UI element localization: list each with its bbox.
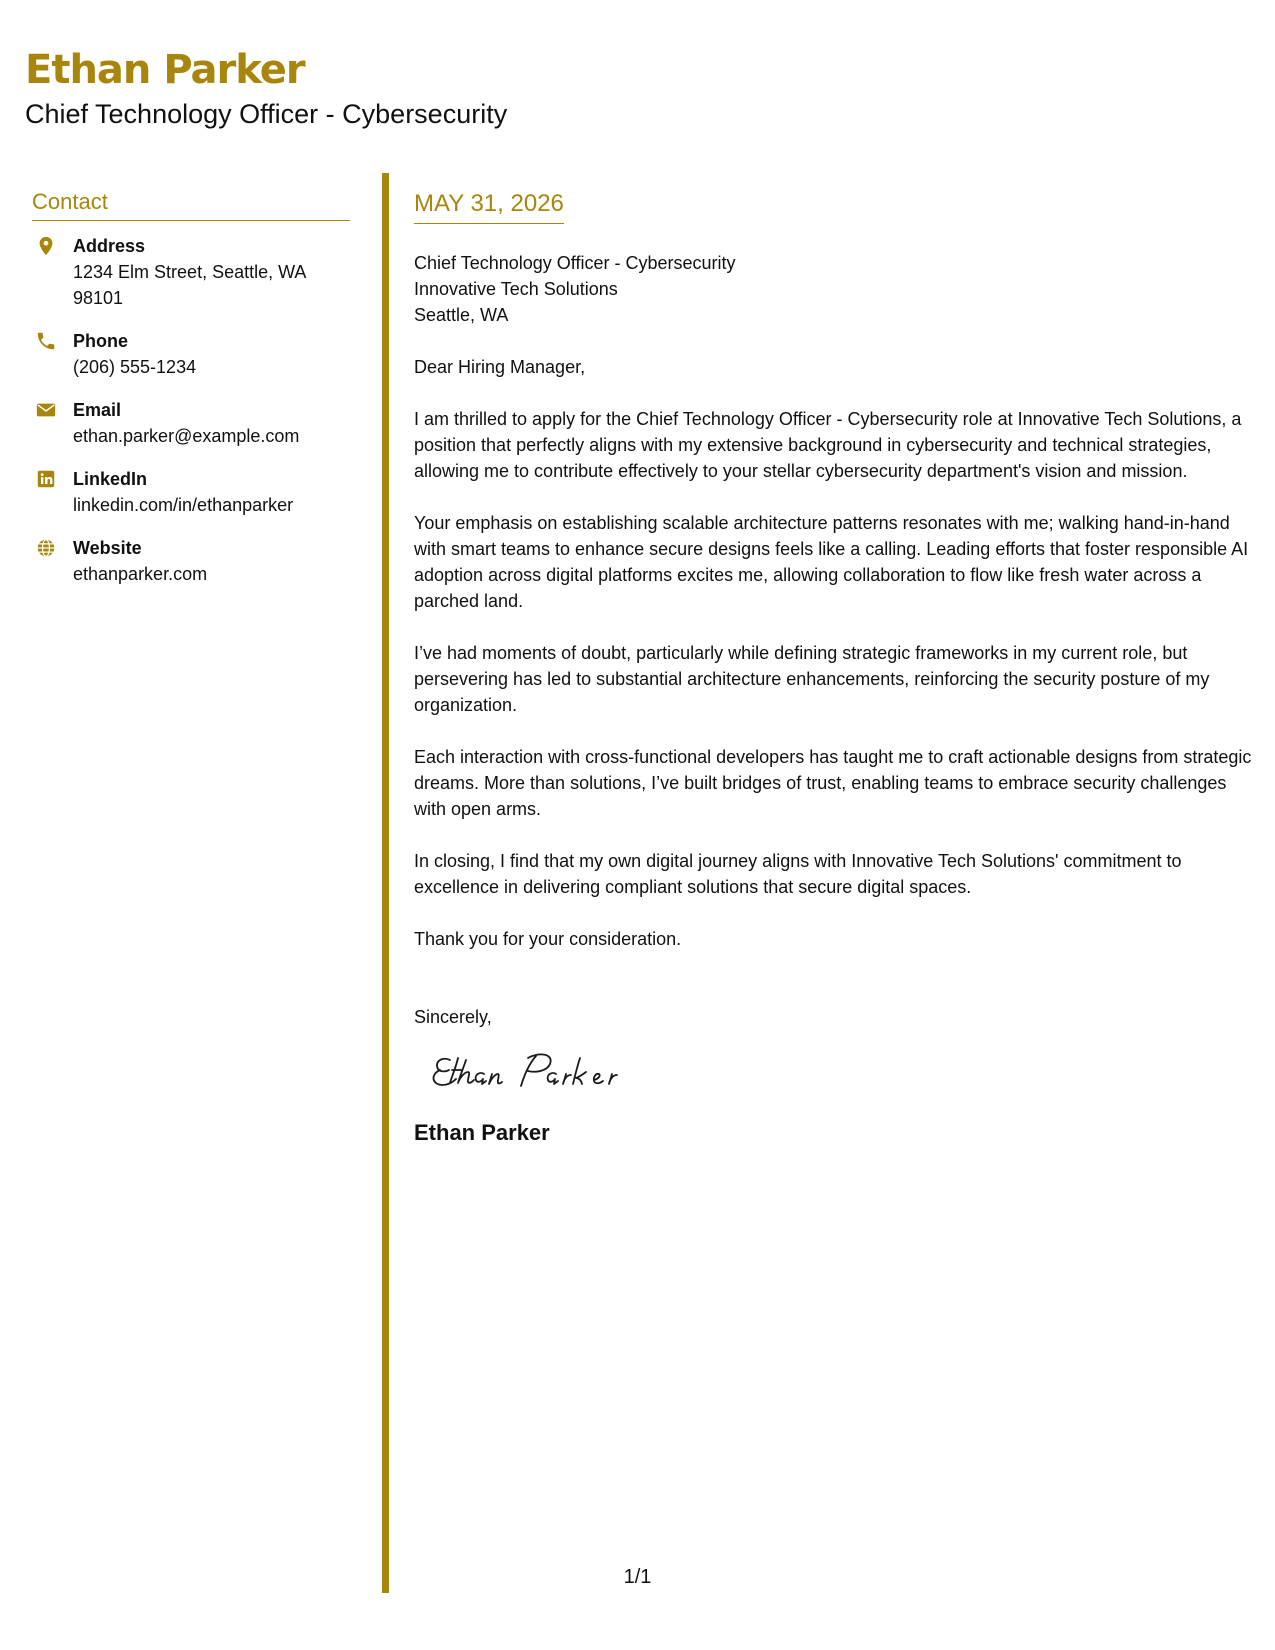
map-pin-icon — [35, 235, 57, 257]
website-value: ethanparker.com — [73, 564, 208, 584]
column-divider — [382, 173, 389, 1593]
handwritten-signature — [428, 1048, 658, 1100]
contact-label: Website — [73, 538, 142, 558]
letter-date: MAY 31, 2026 — [414, 190, 564, 224]
applicant-name: Ethan Parker — [25, 47, 305, 93]
contact-phone — [32, 328, 350, 380]
linkedin-icon — [35, 468, 57, 490]
linkedin-value: linkedin.com/in/ethanparker — [73, 495, 294, 515]
email-value: ethan.parker@example.com — [73, 426, 300, 446]
letter-body — [414, 190, 1254, 1146]
letter-paragraphs — [414, 406, 1254, 952]
contact-label: Address — [73, 236, 146, 256]
globe-icon — [35, 537, 57, 559]
letter-paragraph: Thank you for your consideration. — [414, 929, 682, 949]
contact-heading: Contact — [32, 189, 350, 221]
signed-name: Ethan Parker — [414, 1120, 550, 1145]
contact-website — [32, 535, 350, 587]
recipient-block — [414, 250, 1254, 328]
contact-sidebar — [32, 189, 350, 604]
letter-paragraph: Each interaction with cross-functional developers has taught me to craft actionable designs from strategic dreams. More than solutions, I’ve built bridges of trust, enabling teams to embrace security challenges with open arms. — [414, 747, 1252, 819]
contact-label: LinkedIn — [73, 469, 148, 489]
recipient-position: Chief Technology Officer - Cybersecurity — [414, 253, 736, 273]
page-number: 1/1 — [623, 1566, 652, 1588]
contact-email — [32, 397, 350, 449]
applicant-title: Chief Technology Officer - Cybersecurity — [25, 99, 508, 129]
envelope-icon — [35, 399, 57, 421]
letter-closing: Sincerely, — [414, 1007, 492, 1027]
contact-linkedin — [32, 466, 350, 518]
phone-value: (206) 555-1234 — [73, 357, 197, 377]
address-value: 1234 Elm Street, Seattle, WA 98101 — [73, 262, 306, 308]
recipient-company: Innovative Tech Solutions — [414, 279, 618, 299]
letter-paragraph: In closing, I find that my own digital journey aligns with Innovative Tech Solutions' commitment to excellence in delivering compliant solutions that secure digital spaces. — [414, 851, 1182, 897]
contact-address — [32, 233, 350, 311]
contact-label: Phone — [73, 331, 129, 351]
letter-paragraph: I’ve had moments of doubt, particularly while defining strategic frameworks in my current role, but persevering has led to substantial architecture enhancements, reinforcing the security posture of my organization. — [414, 643, 1210, 715]
phone-icon — [35, 330, 57, 352]
letter-greeting: Dear Hiring Manager, — [414, 357, 586, 377]
contact-label: Email — [73, 400, 122, 420]
letter-paragraph: Your emphasis on establishing scalable architecture patterns resonates with me; walking hand-in-hand with smart teams to enhance secure designs feels like a calling. Leading efforts that foster responsible AI adoption across digital platforms excites me, allowing collaboration to flow like fresh water across a parched land. — [414, 513, 1249, 611]
letter-paragraph: I am thrilled to apply for the Chief Technology Officer - Cybersecurity role at Innovative Tech Solutions, a position that perfectly aligns with my extensive background in cybersecurity and technical strategies, allowing me to contribute effectively to your stellar cybersecurity department's vision and mission. — [414, 409, 1242, 481]
recipient-location: Seattle, WA — [414, 305, 509, 325]
